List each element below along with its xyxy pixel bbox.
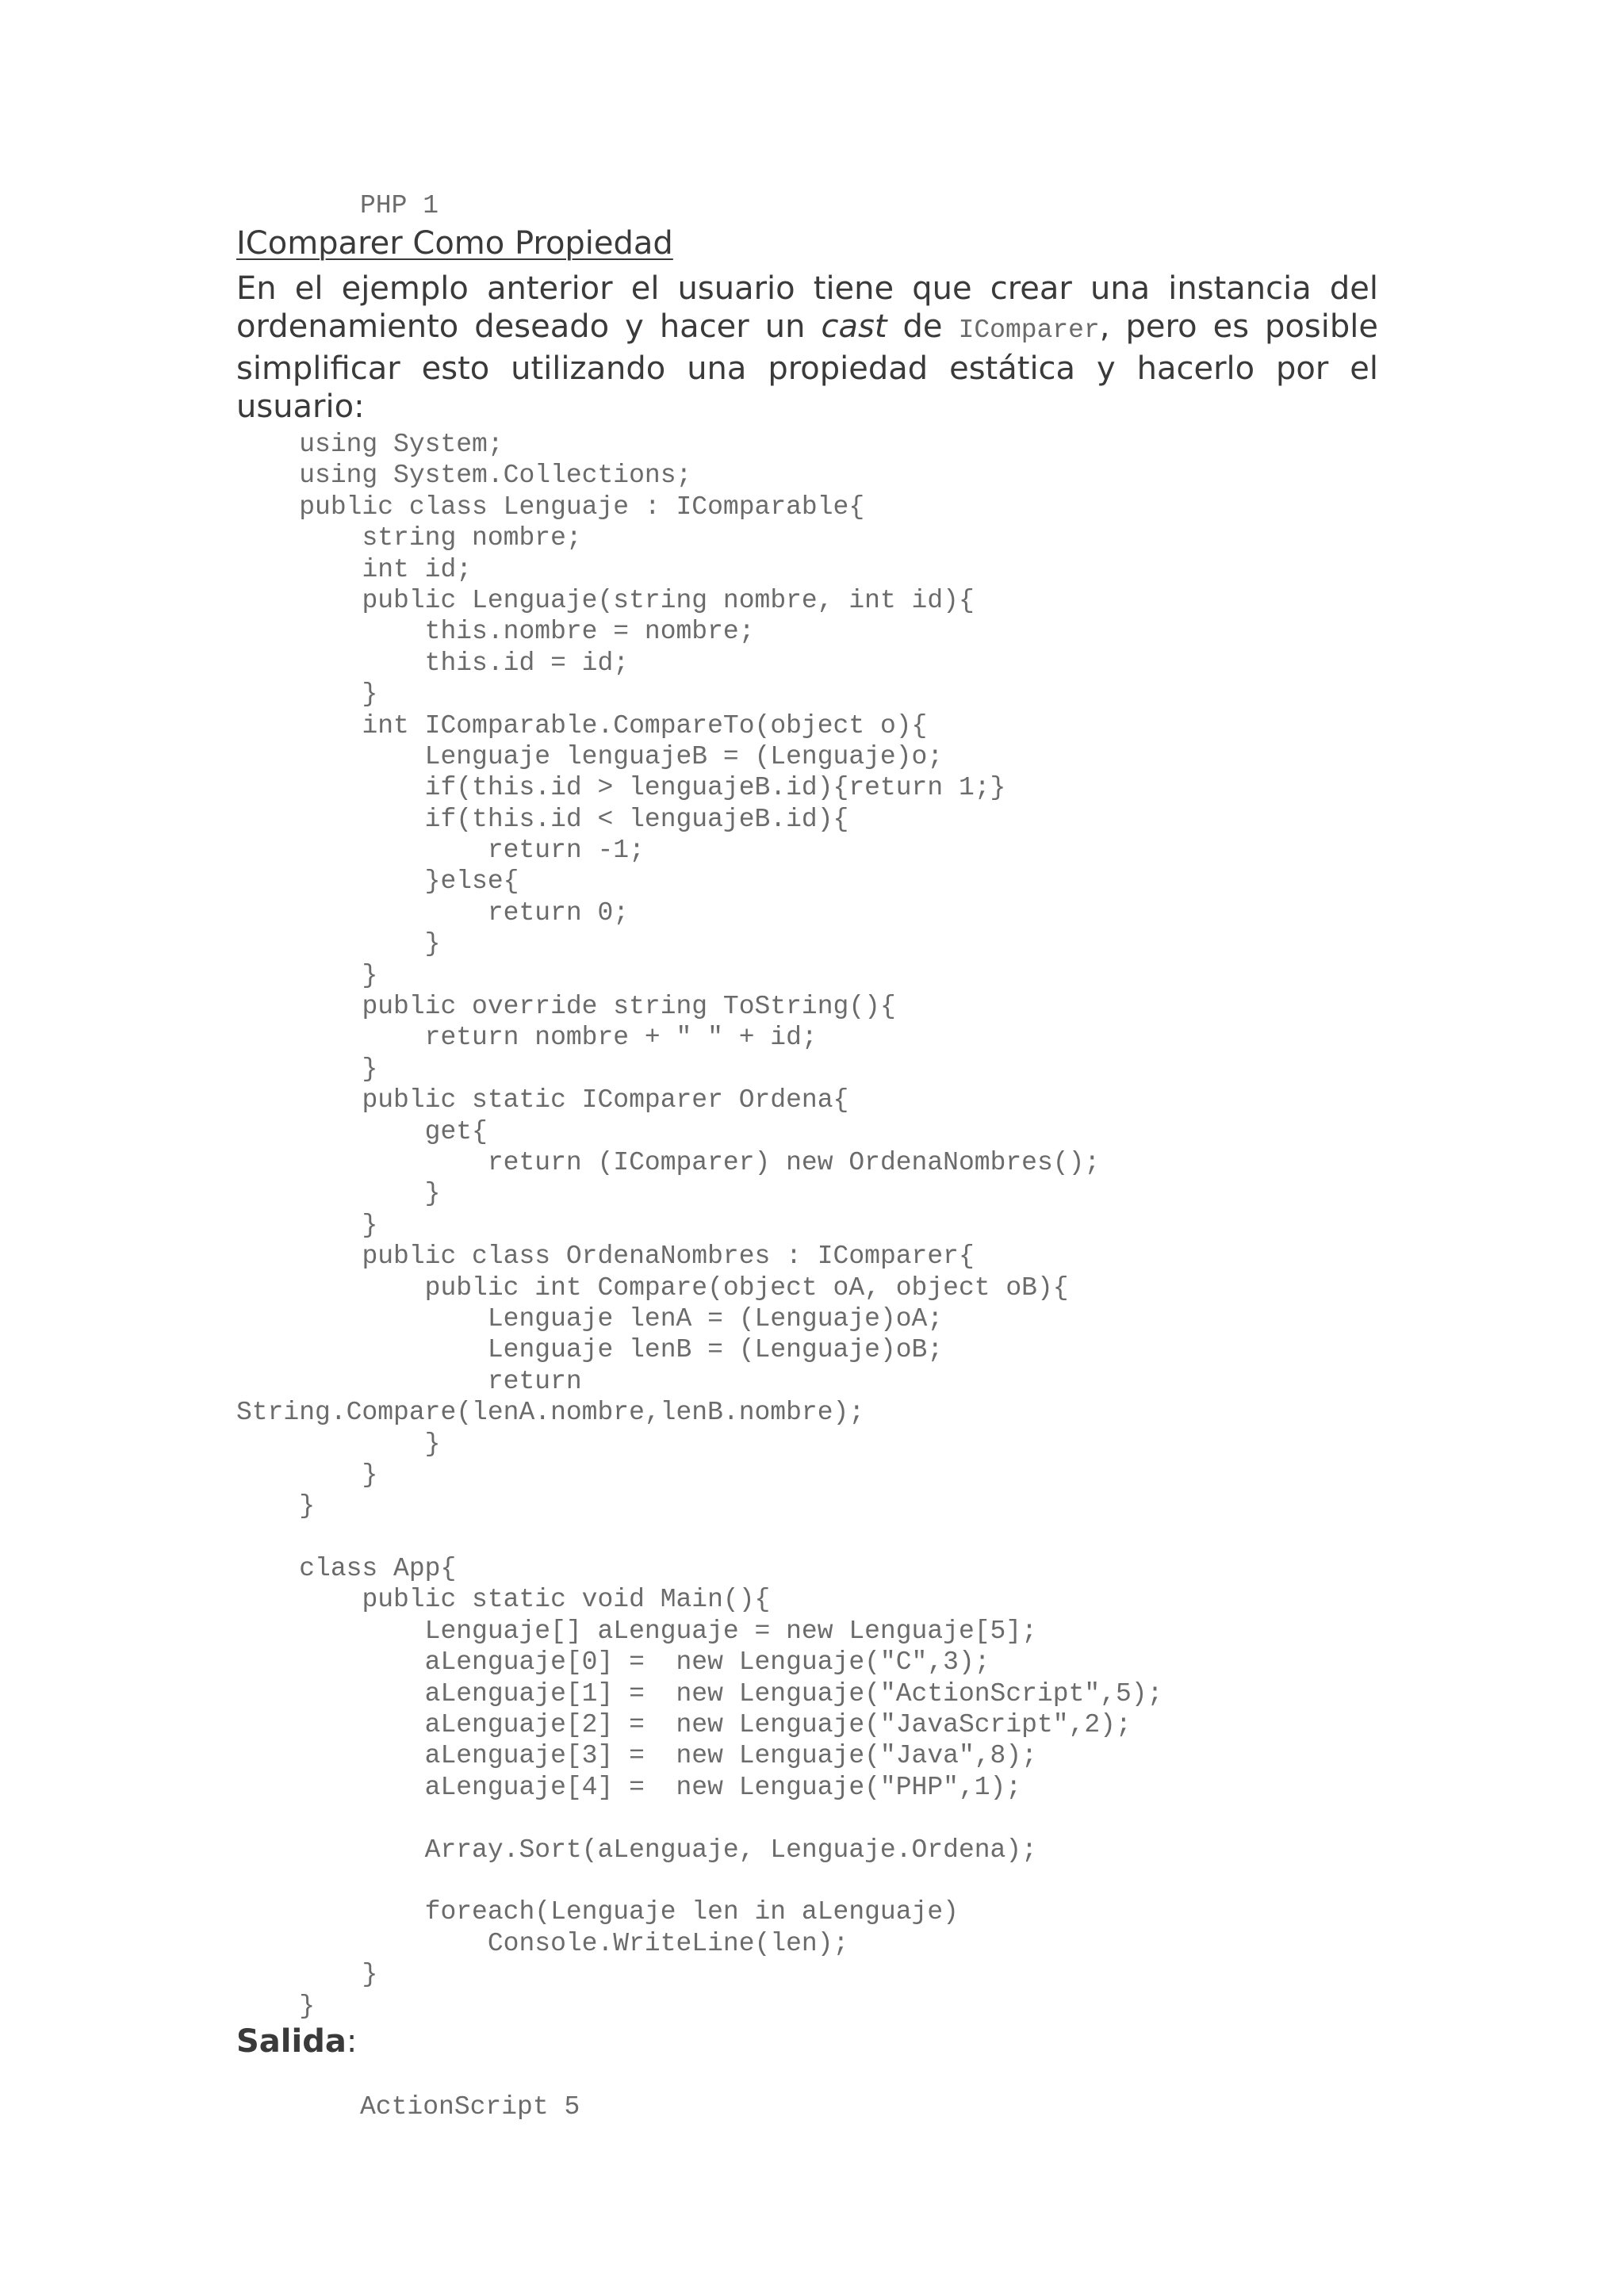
code-line: public static IComparer Ordena{ xyxy=(236,1085,849,1115)
paragraph-text-1: En el ejemplo anterior el usuario tiene que crear una instancia del ordenamiento deseado y hacer un xyxy=(236,270,1378,345)
code-line: class App{ xyxy=(236,1554,457,1584)
code-line: public class OrdenaNombres : IComparer{ xyxy=(236,1242,975,1272)
code-line: } xyxy=(236,960,378,990)
code-line: return -1; xyxy=(236,836,645,866)
code-line: } xyxy=(236,1460,378,1490)
code-line: Console.WriteLine(len); xyxy=(236,1928,849,1958)
output-colon: : xyxy=(346,2022,358,2060)
code-line: } xyxy=(236,679,378,710)
code-line: }else{ xyxy=(236,867,519,897)
section-heading: IComparer Como Propiedad xyxy=(236,225,673,262)
code-line: return xyxy=(236,1366,582,1396)
code-line: this.nombre = nombre; xyxy=(236,617,755,647)
code-line: return nombre + " " + id; xyxy=(236,1023,818,1053)
code-line: } xyxy=(236,1429,441,1459)
code-line: String.Compare(lenA.nombre,lenB.nombre); xyxy=(236,1398,865,1428)
code-line: if(this.id > lenguajeB.id){return 1;} xyxy=(236,773,1006,803)
code-line: return 0; xyxy=(236,897,630,928)
paragraph-cast-word: cast xyxy=(821,308,887,345)
code-line: aLenguaje[0] = new Lenguaje("C",3); xyxy=(236,1647,990,1678)
code-line: public static void Main(){ xyxy=(236,1585,771,1615)
code-line: } xyxy=(236,1210,378,1240)
code-line: Lenguaje lenguajeB = (Lenguaje)o; xyxy=(236,741,944,771)
code-line: } xyxy=(236,1491,316,1521)
code-line: return (IComparer) new OrdenaNombres(); xyxy=(236,1147,1101,1177)
paragraph-text-3: , pero es posible simplificar esto utilizando una propiedad estática y hacerlo por el usuario: xyxy=(236,308,1378,425)
code-line: Array.Sort(aLenguaje, Lenguaje.Ordena); xyxy=(236,1835,1037,1865)
paragraph-text-2: de xyxy=(887,308,959,345)
code-line: public Lenguaje(string nombre, int id){ xyxy=(236,585,975,615)
code-line xyxy=(236,1866,1378,1896)
code-line: using System; xyxy=(236,430,504,459)
code-line: string nombre; xyxy=(236,523,582,553)
output-label: Salida xyxy=(236,2022,347,2060)
code-line: Lenguaje lenA = (Lenguaje)oA; xyxy=(236,1303,944,1334)
code-line: public class Lenguaje : IComparable{ xyxy=(236,492,865,522)
code-line: if(this.id < lenguajeB.id){ xyxy=(236,804,849,834)
code-line: foreach(Lenguaje len in aLenguaje) xyxy=(236,1897,959,1927)
code-listing xyxy=(236,429,1378,2022)
intro-paragraph xyxy=(236,270,1378,426)
code-line: Lenguaje lenB = (Lenguaje)oB; xyxy=(236,1335,944,1365)
code-line: aLenguaje[3] = new Lenguaje("Java",8); xyxy=(236,1741,1037,1771)
code-line: } xyxy=(236,1054,378,1084)
code-line: Lenguaje[] aLenguaje = new Lenguaje[5]; xyxy=(236,1616,1037,1646)
code-line: } xyxy=(236,929,441,959)
document-page xyxy=(236,190,1378,2123)
paragraph-inline-code: IComparer xyxy=(958,316,1100,345)
code-line: using System.Collections; xyxy=(236,461,692,491)
code-line: aLenguaje[4] = new Lenguaje("PHP",1); xyxy=(236,1772,1022,1802)
code-line: } xyxy=(236,1179,441,1209)
output-line: ActionScript 5 xyxy=(360,2091,580,2122)
code-line xyxy=(236,1803,1378,1834)
code-line: aLenguaje[1] = new Lenguaje("ActionScript",5); xyxy=(236,1678,1163,1709)
page-label: PHP 1 xyxy=(360,191,439,220)
code-line: int id; xyxy=(236,554,473,584)
code-line xyxy=(236,1522,1378,1553)
code-line: } xyxy=(236,1960,378,1990)
code-line: } xyxy=(236,1991,316,2021)
code-line: int IComparable.CompareTo(object o){ xyxy=(236,710,928,740)
code-line: aLenguaje[2] = new Lenguaje("JavaScript",2); xyxy=(236,1710,1132,1740)
code-line: get{ xyxy=(236,1116,488,1146)
code-line: public override string ToString(){ xyxy=(236,992,896,1022)
output-heading xyxy=(236,2022,1378,2061)
code-line: this.id = id; xyxy=(236,648,630,678)
code-line: public int Compare(object oA, object oB){ xyxy=(236,1272,1069,1303)
